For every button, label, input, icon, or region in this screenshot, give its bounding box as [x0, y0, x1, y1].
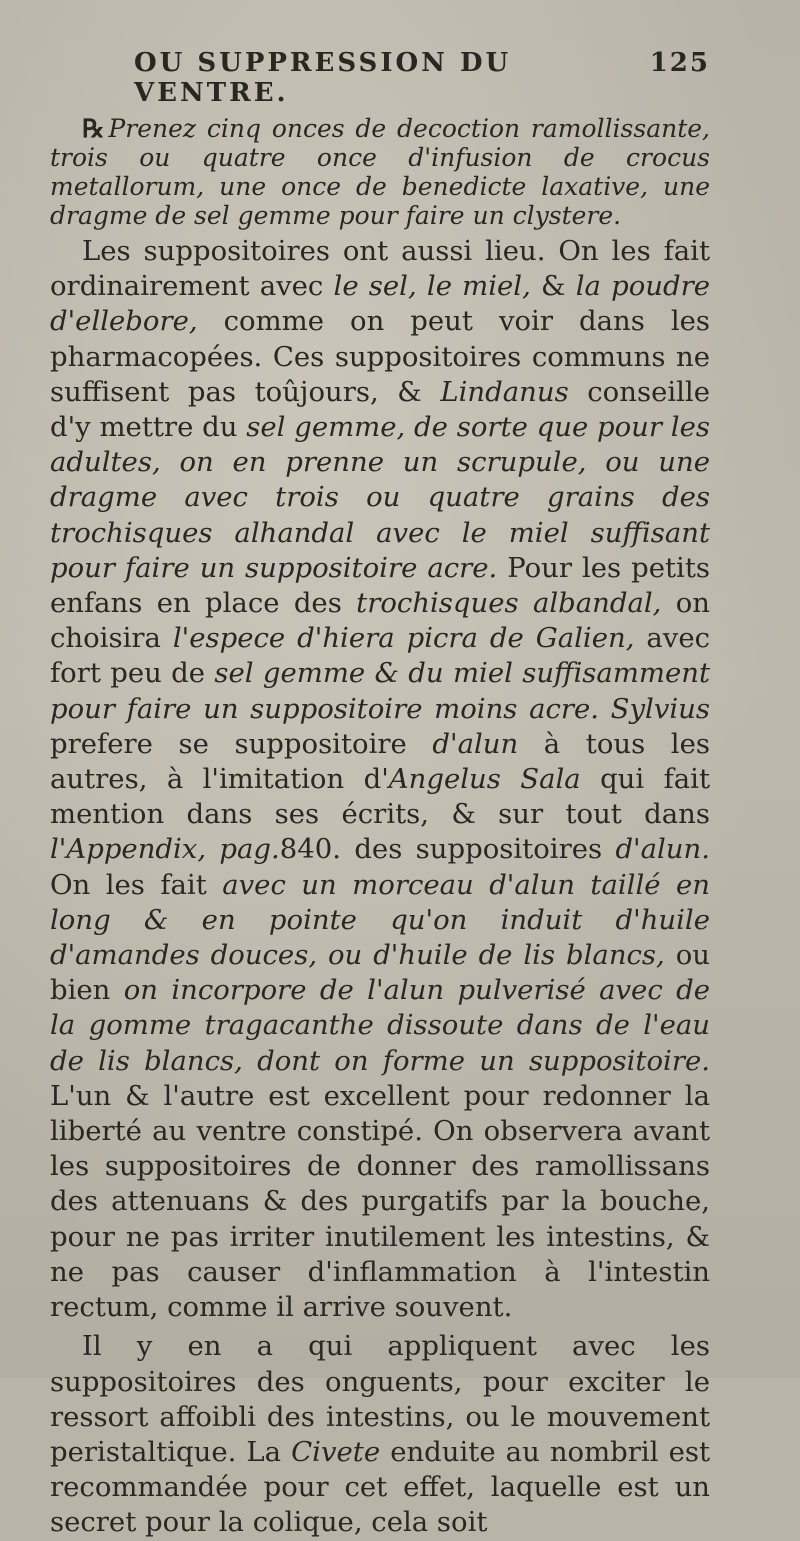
paragraph-onguents	[50, 1329, 710, 1540]
italic-run: l'espece d'hiera picra de Galien,	[172, 622, 647, 655]
text-run: enduite au nombril est recommandée pour cet effet, laquelle est un secret pour la colique, cela soit	[50, 1435, 711, 1539]
text-block	[50, 48, 710, 1541]
text-run: Les suppositoires ont aussi lieu. On les fait ordinairement avec	[50, 235, 710, 303]
text-run: &	[541, 270, 576, 303]
italic-run: sel gemme, de sorte que pour les adultes, on en prenne un scrupule, ou une dragme avec trois ou quatre grains des trochisques alhandal avec le miel suffisant pour faire un suppositoire acre.	[50, 411, 710, 584]
text-run: on choisira	[50, 587, 710, 655]
text-run: Pour les petits enfans en place des	[50, 551, 710, 620]
paragraph-suppositoires	[50, 234, 710, 1325]
text-run: conseille d'y mettre du	[50, 375, 710, 444]
page-number: 125	[649, 48, 710, 78]
italic-run: avec un morceau d'alun taillé en long & en pointe qu'on induit d'huile d'amandes douces, ou d'huile de lis blancs,	[50, 868, 710, 972]
text-run: 840. des suppositoires	[279, 833, 616, 866]
italic-run: la poudre d'ellebore,	[50, 270, 710, 338]
text-run: avec fort peu de	[50, 622, 711, 690]
text-run: qui fait mention dans ses écrits, & sur tout dans	[50, 763, 710, 831]
text-run: ou bien	[50, 939, 710, 1007]
text-run: On les fait	[50, 868, 223, 901]
italic-run: sel gemme & du miel suffisamment pour faire un suppositoire moins acre. Sylvius	[50, 657, 711, 725]
running-head	[50, 48, 710, 108]
italic-run: Civete	[291, 1435, 391, 1468]
text-run: comme on peut voir dans les pharmacopées. Ces suppositoires communs ne suffisent pas toûjours, &	[50, 305, 710, 408]
recipe-symbol: ℞	[82, 114, 105, 143]
text-run: Il y en a qui appliquent avec les suppositoires des onguents, pour exciter le ressort affoibli des intestins, ou le mouvement peristaltique. La	[50, 1330, 710, 1468]
italic-run: trochisques albandal,	[356, 587, 676, 620]
recipe-paragraph	[50, 114, 710, 230]
text-run: prefere se suppositoire	[50, 727, 433, 760]
italic-run: Angelus Sala	[388, 763, 601, 796]
italic-run: l'Appendix, pag.	[50, 833, 280, 866]
text-run: L'un & l'autre est excellent pour redonner la liberté au ventre constipé. On observera avant les suppositoires de donner des ramollissans des attenuans & des purgatifs par la bouche, pour ne pas irriter inutilement les intestins, & ne pas causer d'inflammation à l'intestin rectum, comme il arrive souvent.	[50, 1079, 710, 1324]
italic-run: Lindanus	[440, 375, 588, 408]
italic-run: d'alun.	[615, 833, 710, 866]
italic-run: le sel, le miel,	[333, 270, 542, 303]
italic-run: on incorpore de l'alun pulverisé avec de la gomme tragacanthe dissoute dans de l'eau de lis blancs, dont on forme un suppositoire.	[50, 974, 710, 1077]
recipe-text: Prenez cinq onces de decoction ramollissante, trois ou quatre once d'infusion de crocus metallorum, une once de benedicte laxative, une dragme de sel gemme pour faire un clystere.	[50, 114, 710, 230]
text-run: à tous les autres, à l'imitation d'	[50, 727, 710, 796]
running-title: OU SUPPRESSION DU VENTRE.	[134, 48, 512, 108]
italic-run: d'alun	[432, 727, 544, 760]
